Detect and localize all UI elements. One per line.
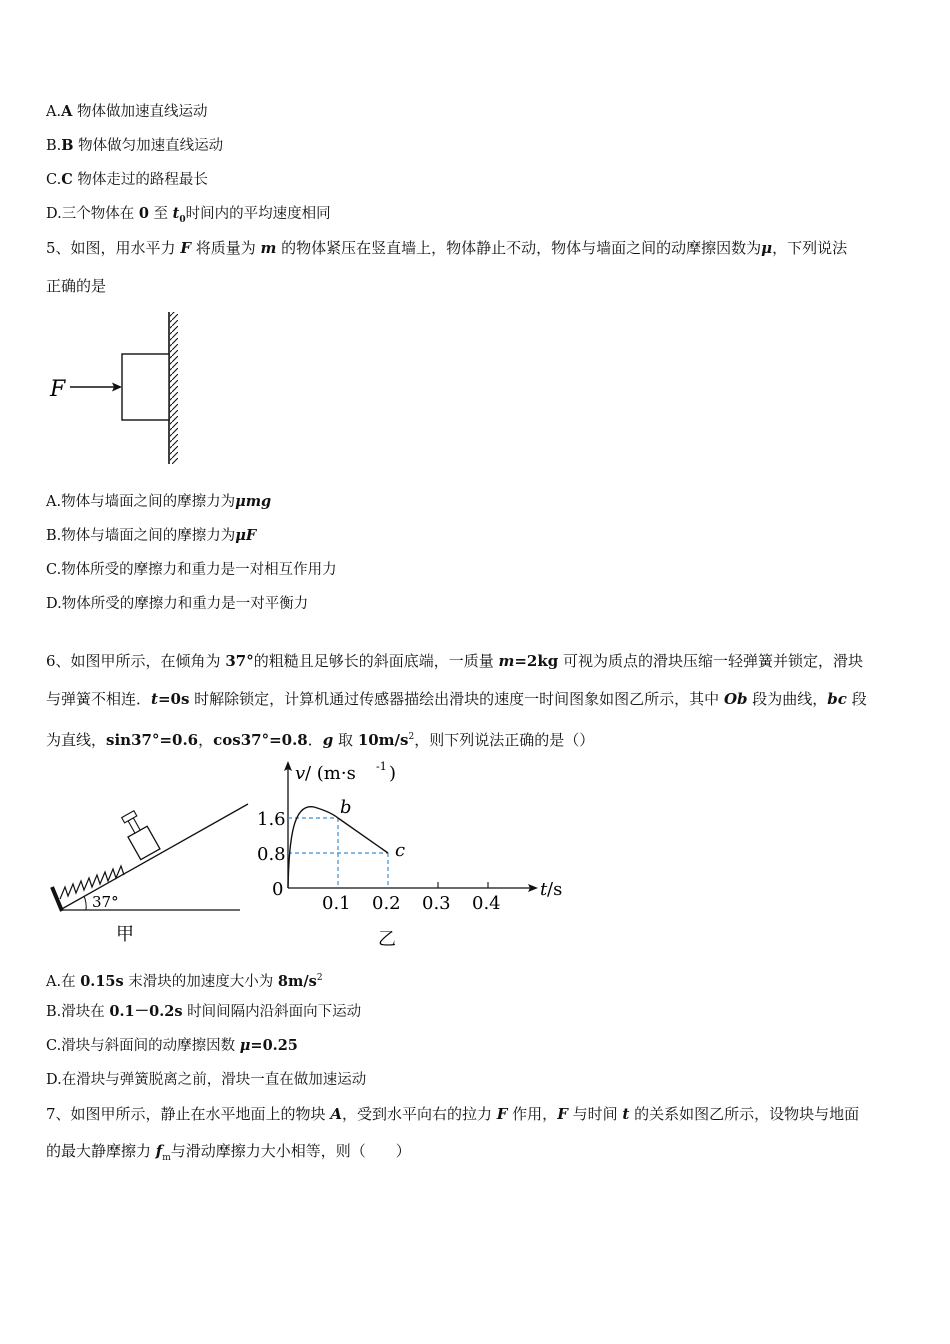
y-axis-label-v: v (295, 763, 306, 784)
q5-option-a: A.物体与墙面之间的摩擦力为μmg (46, 493, 272, 510)
x-tick-0.4: 0.4 (472, 893, 501, 914)
q5-option-c: C.物体所受的摩擦力和重力是一对相互作用力 (46, 562, 337, 578)
q6-stem-line1: 6、如图甲所示，在倾角为 37°的粗糙且足够长的斜面底端，一质量 m=2kg 可视为质点的滑块压缩一轻弹簧并锁定，滑块 (46, 652, 864, 670)
q5-option-d: D.物体所受的摩擦力和重力是一对平衡力 (46, 596, 309, 612)
q5-stem-line2: 正确的是 (46, 277, 107, 295)
slider-block (118, 809, 160, 860)
x-axis-label-t: t (540, 879, 548, 900)
angle-arc (84, 896, 86, 910)
q4-option-a: A.A 物体做加速直线运动 (46, 103, 208, 120)
block (122, 354, 169, 420)
line-bc (338, 818, 388, 853)
q6-option-c: C.滑块与斜面间的动摩擦因数 μ=0.25 (46, 1037, 298, 1054)
wall-hatching (170, 312, 178, 464)
y-axis-label-unit: / (m·s (305, 763, 356, 784)
q6-figure-jia (46, 795, 256, 950)
point-c-label: c (395, 840, 406, 861)
figure-caption-yi: 乙 (378, 929, 396, 950)
q5-stem-line1: 5、如图，用水平力 F 将质量为 m 的物体紧压在竖直墙上，物体静止不动，物体与墙面之间的动摩擦因数为μ，下列说法 (46, 239, 848, 257)
q7-stem-line2: 的最大静摩擦力 $f_m$与滑动摩擦力大小相等，则（ ） (46, 1142, 411, 1163)
y-axis-label-close: ) (389, 763, 397, 784)
x-tick-0.3: 0.3 (422, 893, 451, 914)
q5-wall-figure (46, 308, 196, 468)
curve-Ob (288, 807, 338, 888)
q6-figure-yi (257, 755, 572, 955)
q4-option-d: D.三个物体在 0 至 $t_0$时间内的平均速度相同 (46, 205, 331, 225)
x-axis-label-unit: /s (547, 879, 563, 900)
force-label: F (50, 377, 66, 402)
x-tick-0.2: 0.2 (372, 893, 401, 914)
angle-label: 37° (92, 893, 119, 911)
y-axis-label-exponent: -1 (376, 760, 387, 773)
q6-option-a: A.在 0.15s 末滑块的加速度大小为 $8m/s^2$ (46, 972, 323, 990)
q4-option-c: C.C 物体走过的路程最长 (46, 171, 208, 188)
q7-stem-line1: 7、如图甲所示，静止在水平地面上的物块 A，受到水平向右的拉力 F 作用，F 与时间 t 的关系如图乙所示，设物块与地面 (46, 1105, 860, 1123)
q4-option-b: B.B 物体做匀加速直线运动 (46, 137, 224, 154)
q6-stem-line2: 与弹簧不相连．t=0s 时解除锁定，计算机通过传感器描绘出滑块的速度一时间图象如图乙所示，其中 Ob 段为曲线，bc 段 (46, 690, 867, 708)
y-tick-1.6: 1.6 (257, 809, 286, 830)
figure-caption-jia: 甲 (116, 924, 134, 945)
q6-stem-line3: 为直线，sin37°=0.6，cos37°=0.8．g 取 $10m/s^2$，则下列说法正确的是（） (46, 731, 595, 749)
point-b-label: b (340, 797, 352, 818)
incline-surface (60, 804, 248, 910)
q5-option-b: B.物体与墙面之间的摩擦力为μF (46, 527, 257, 544)
x-tick-0.1: 0.1 (322, 893, 351, 914)
y-tick-0.8: 0.8 (257, 844, 286, 865)
q6-option-d: D.在滑块与弹簧脱离之前，滑块一直在做加速运动 (46, 1072, 367, 1088)
origin-label: 0 (272, 879, 284, 900)
q6-option-b: B.滑块在 0.1－0.2s 时间间隔内沿斜面向下运动 (46, 1003, 362, 1020)
